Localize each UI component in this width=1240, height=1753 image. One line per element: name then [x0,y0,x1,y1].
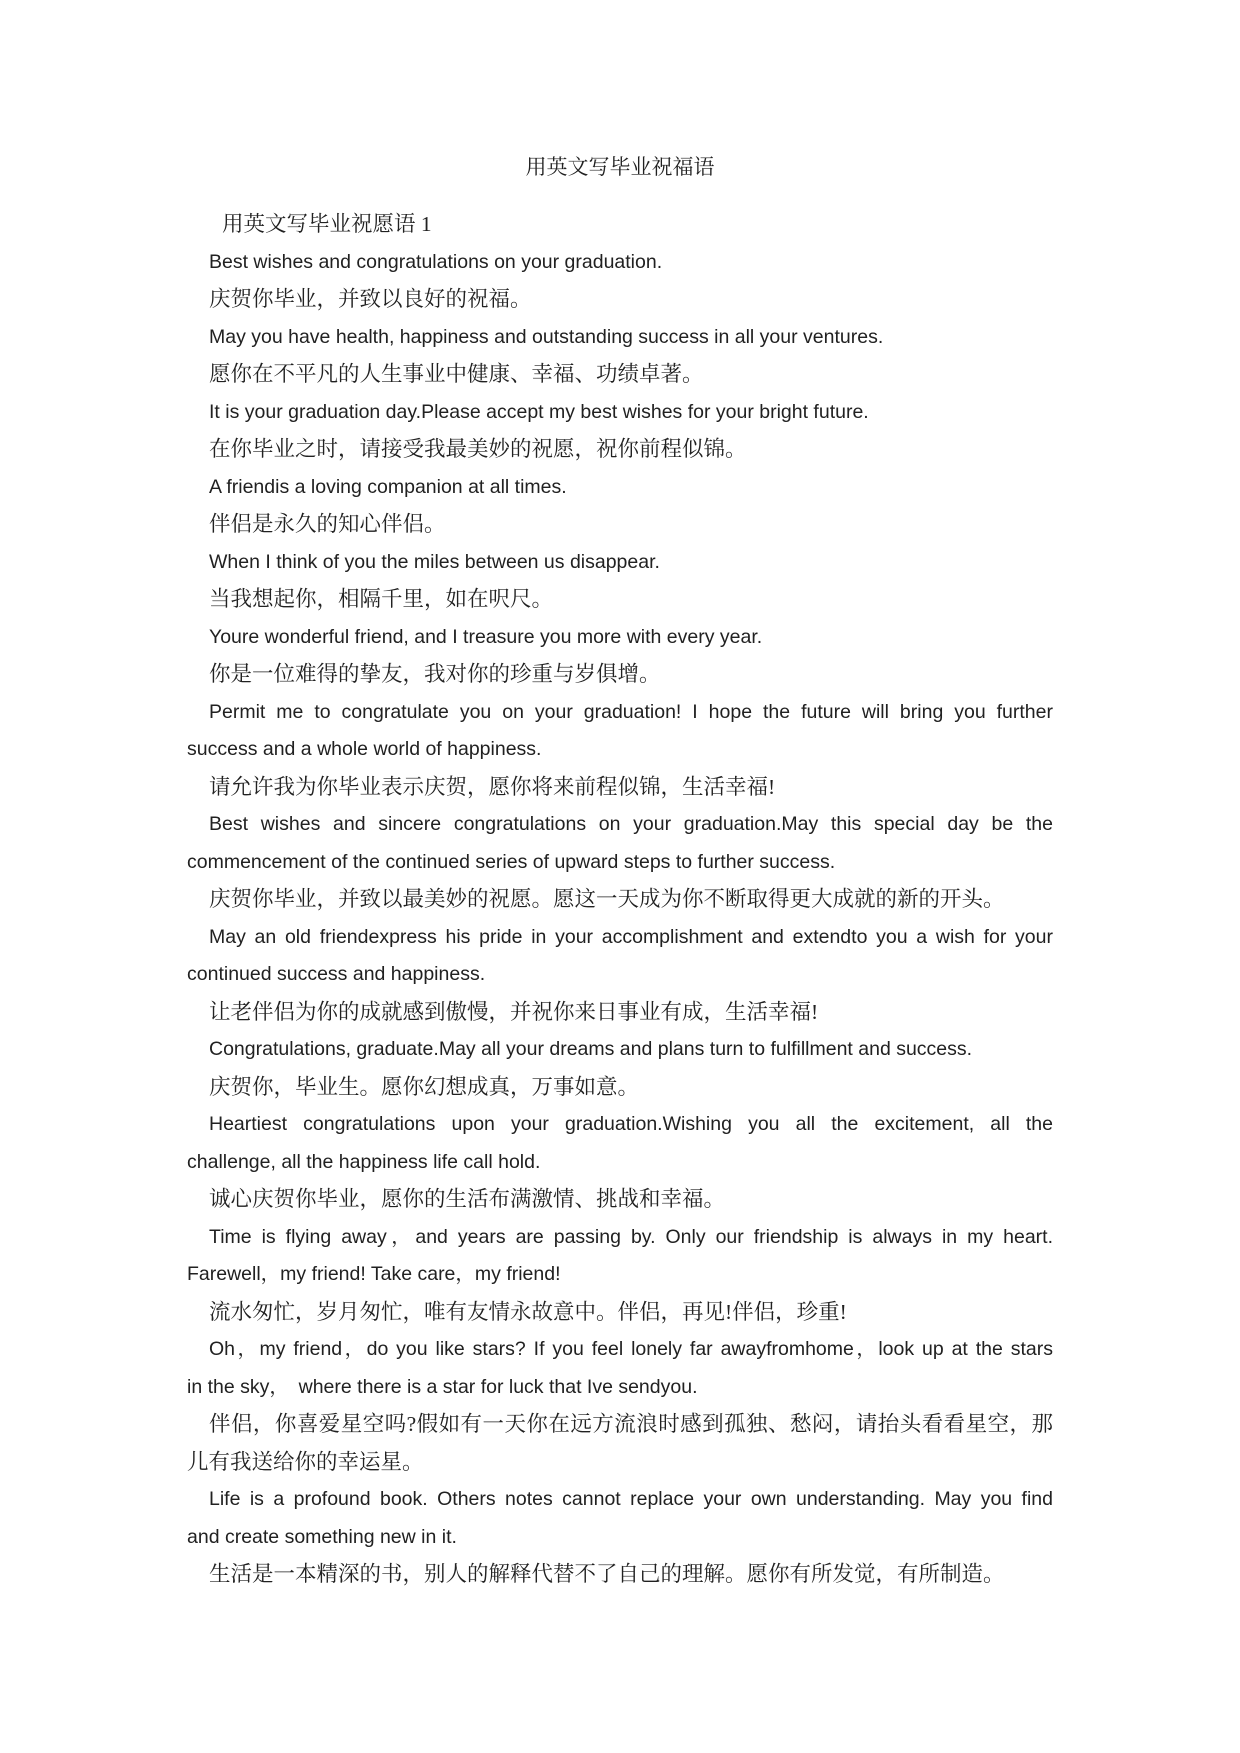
text-line: Youre wonderful friend, and I treasure you more with every year. [209,625,763,648]
text-line: commencement of the continued series of upward steps to further success. [187,850,836,873]
text-line: 庆贺你毕业，并致以最美妙的祝愿。愿这一天成为你不断取得更大成就的新的开头。 [209,887,1005,911]
text-line: 愿你在不平凡的人生事业中健康、幸福、功绩卓著。 [209,362,704,386]
text-line: May an old friendexpress his pride in your accomplishment and extendto you a wish for your [209,925,1053,948]
text-line: 你是一位难得的挚友，我对你的珍重与岁俱增。 [209,662,661,686]
text-line: Time is flying away，and years are passing by. Only our friendship is always in my heart. [209,1225,1053,1248]
text-line: Oh，my friend，do you like stars? If you feel lonely far awayfromhome，look up at the stars [209,1338,1053,1360]
text-line: Heartiest congratulations upon your graduation.Wishing you all the excitement, all the [209,1113,1053,1135]
text-line: 流水匆忙，岁月匆忙，唯有友情永故意中。伴侣，再见!伴侣，珍重! [209,1299,847,1324]
text-line: 儿有我送给你的幸运星。 [187,1449,424,1474]
text-line: Congratulations, graduate.May all your dreams and plans turn to fulfillment and success. [209,1038,973,1060]
text-line: in the sky， where there is a star for luck that Ive sendyou. [187,1375,698,1398]
text-line: 当我想起你，相隔千里，如在呎尺。 [209,587,554,611]
text-line: 伴侣，你喜爱星空吗?假如有一天你在远方流浪时感到孤独、愁闷，请抬头看看星空，那 [209,1412,1053,1436]
text-line: Life is a profound book. Others notes cannot replace your own understanding. May you find [209,1488,1053,1510]
text-line: 请允许我为你毕业表示庆贺，愿你将来前程似锦，生活幸福! [209,774,776,799]
text-line: It is your graduation day.Please accept my best wishes for your bright future. [209,400,869,423]
text-line: May you have health, happiness and outstanding success in all your ventures. [209,325,884,348]
text-line: Best wishes and congratulations on your graduation. [209,250,663,273]
text-line: 庆贺你毕业，并致以良好的祝福。 [209,287,532,311]
document-body [187,206,1053,1594]
text-line: A friendis a loving companion at all times. [209,475,567,498]
document-subheading: 用英文写毕业祝愿语 1 [222,212,432,236]
text-line: When I think of you the miles between us disappear. [209,550,660,573]
text-line: continued success and happiness. [187,963,486,985]
text-line: 让老伴侣为你的成就感到傲慢，并祝你来日事业有成，生活幸福! [209,999,819,1024]
text-line: success and a whole world of happiness. [187,738,542,760]
document-heading: 用英文写毕业祝福语 [525,155,715,179]
text-line: 生活是一本精深的书，别人的解释代替不了自己的理解。愿你有所发觉，有所制造。 [209,1562,1005,1586]
text-line: Best wishes and sincere congratulations on your graduation.May this special day be the [209,813,1053,835]
text-line: 诚心庆贺你毕业，愿你的生活布满激情、挑战和幸福。 [209,1187,726,1211]
text-line: Farewell，my friend! Take care，my friend! [187,1263,561,1285]
text-line: and create something new in it. [187,1525,457,1548]
text-line: 伴侣是永久的知心伴侣。 [209,512,446,536]
text-line: Permit me to congratulate you on your graduation! I hope the future will bring you further [209,700,1053,723]
text-line: 在你毕业之时，请接受我最美妙的祝愿，祝你前程似锦。 [209,437,747,461]
text-line: 庆贺你，毕业生。愿你幻想成真，万事如意。 [209,1074,640,1099]
text-line: challenge, all the happiness life call hold. [187,1150,541,1173]
